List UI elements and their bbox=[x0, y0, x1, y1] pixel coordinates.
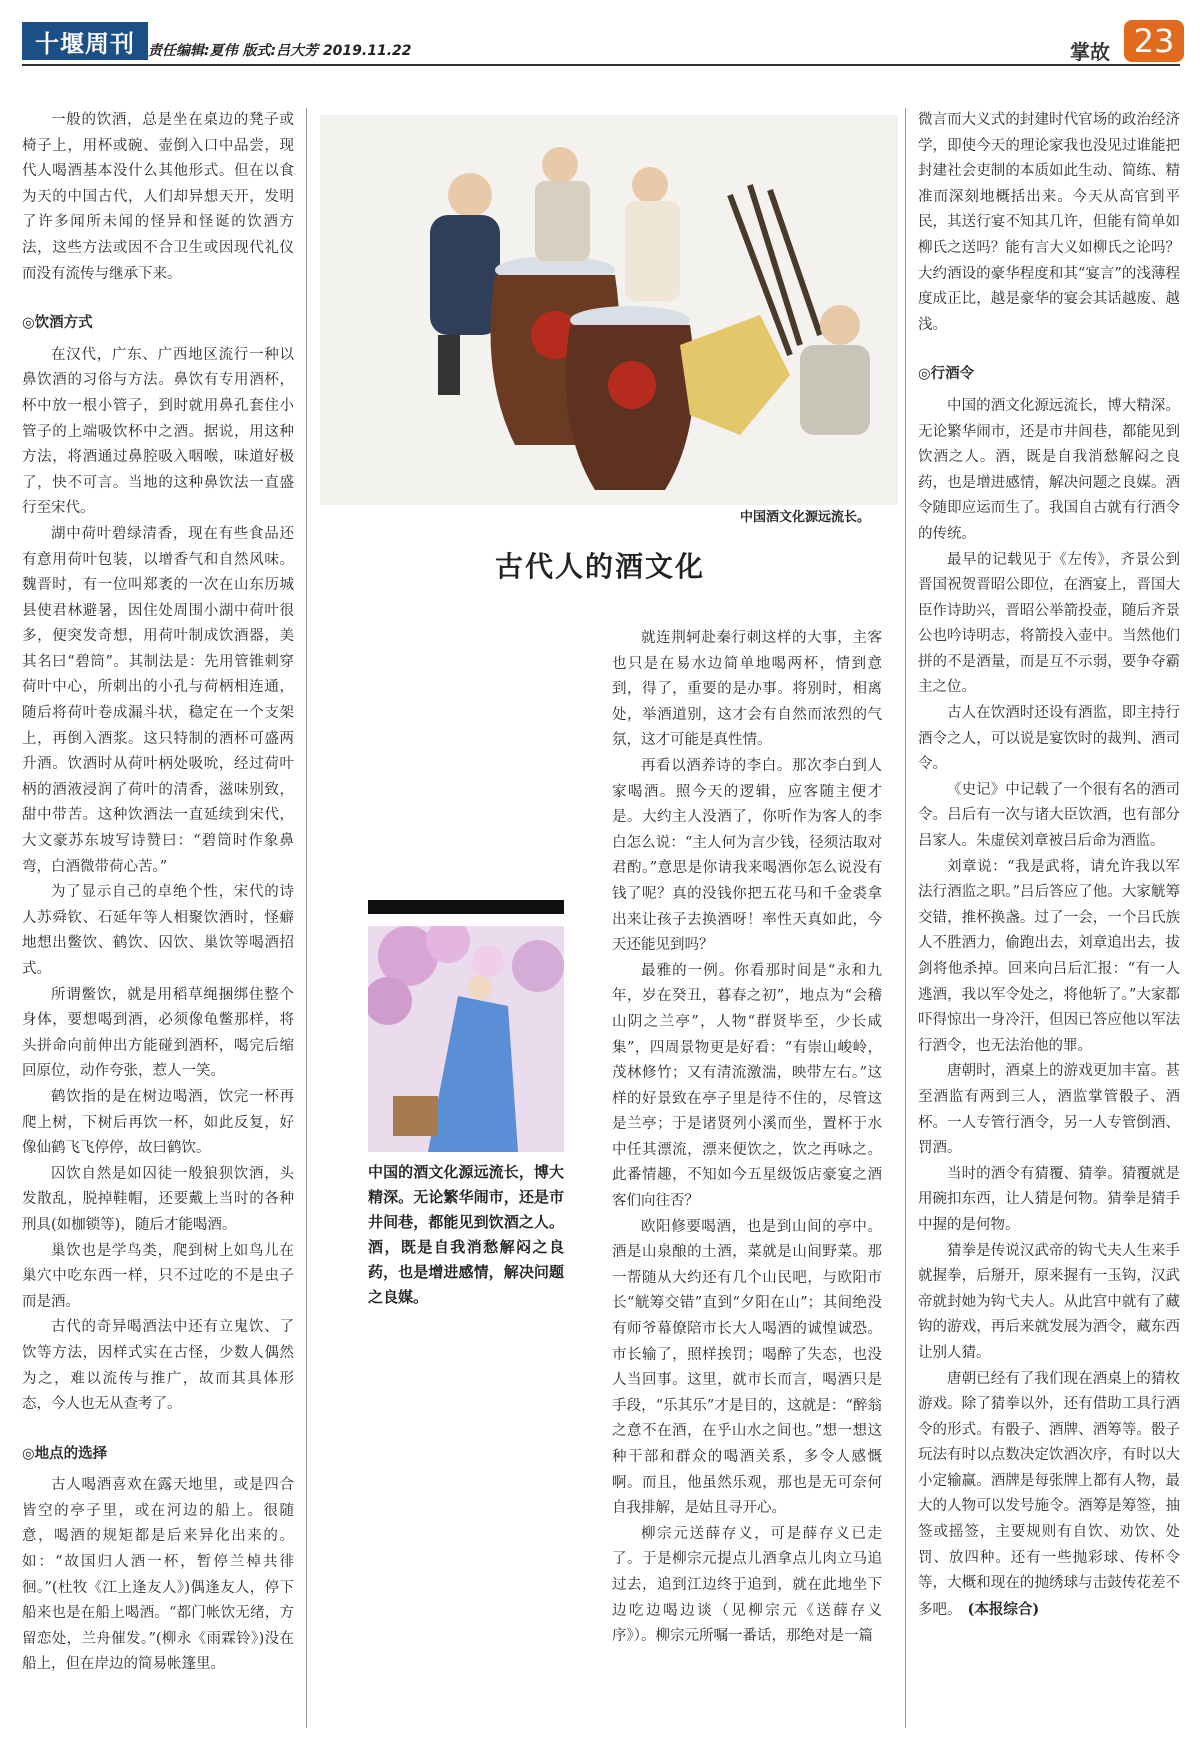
subheading: ◎饮酒方式 bbox=[22, 315, 93, 332]
column-divider bbox=[905, 108, 906, 1728]
paragraph: 囚饮自然是如囚徒一般狼狈饮酒，头发散乱，脱掉鞋帽，还要戴上当时的各种刑具(如枷锁等)，随后才能喝酒。 bbox=[22, 1165, 294, 1233]
paragraph: 柳宗元送薛存义，可是薛存义已走了。于是柳宗元提点儿酒拿点儿肉立马追过去，追到江边终于追到，就在此地坐下边吃边喝边谈（见柳宗元《送薛存义序》）。柳宗元所嘱一番话，那绝对是一篇 bbox=[612, 1525, 882, 1645]
sidebar-bar bbox=[368, 900, 564, 914]
paragraph: 古代的奇异喝酒法中还有立鬼饮、了饮等方法，因样式实在古怪，少数人偶然为之，难以流传与推广，故而其具体形态，今人也无从查考了。 bbox=[22, 1319, 294, 1413]
column-divider bbox=[306, 108, 307, 1728]
editor-credits: 责任编辑:夏伟 版式:吕大芳 2019.11.22 bbox=[148, 43, 412, 59]
header-rule bbox=[22, 64, 1180, 66]
poet-drawing bbox=[368, 926, 564, 1152]
paragraph: 巢饮也是学鸟类，爬到树上如鸟儿在巢穴中吃东西一样，只不过吃的不是虫子而是酒。 bbox=[22, 1242, 294, 1310]
article-headline: 古代人的酒文化 bbox=[494, 550, 705, 583]
paragraph: 当时的酒令有猜覆、猜拳。猜覆就是用碗扣东西，让人猜是何物。猜拳是猜手中握的是何物。 bbox=[918, 1165, 1180, 1233]
paragraph: 最雅的一例。你看那时间是“永和九年，岁在癸丑，暮春之初”，地点为“会稽山阴之兰亭”，人物“群贤毕至，少长咸集”，四周景物更是好看：“有崇山峻岭，茂林修竹；又有清流激湍，映带左右。”这样的好景致在亭子里是待不住的，尽管这是兰亭；于是诸贤列小溪而坐，置杯于水中任其漂流，漂来便饮之，饮之再咏之。此番情趣，不知如今五星级饭店豪宴之酒客们向往否？ bbox=[612, 962, 882, 1210]
subheading: ◎地点的选择 bbox=[22, 1445, 108, 1462]
paragraph: 《史记》中记载了一个很有名的酒司令。吕后有一次与诸大臣饮酒，也有部分吕家人。朱虚侯刘章被吕后命为酒监。 bbox=[918, 781, 1180, 850]
sidebar-caption: 中国的酒文化源远流长，博大精深。无论繁华闹市，还是市井间巷，都能见到饮酒之人。酒，既是自我消愁解闷之良药，也是增进感情，解决问题之良媒。 bbox=[368, 1163, 564, 1306]
wine-jars-drawing bbox=[320, 115, 898, 505]
newspaper-logo: 十堰周刊 bbox=[22, 22, 148, 60]
paragraph: 唐朝时，酒桌上的游戏更加丰富。甚至酒监有两到三人，酒监掌管骰子、酒杯。一人专管行酒令，另一人专管倒酒、罚酒。 bbox=[918, 1063, 1180, 1157]
paragraph: 最早的记载见于《左传》，齐景公到晋国祝贺晋昭公即位，在酒宴上，晋国大臣作诗助兴，晋昭公举箭投壶，随后齐景公也吟诗明志，将箭投入壶中。当然他们拼的不是酒量，而是互不示弱，要争夺霸主之位。 bbox=[918, 551, 1180, 696]
paragraph: 微言而大义式的封建时代官场的政治经济学，即使今天的理论家我也没见过谁能把封建社会吏制的本质如此生动、简练、精准而深刻地概括出来。今天从高官到平民，其送行宴不知其几许，但能有简单如柳氏之送吗？能有言大义如柳氏之论吗？大约酒设的豪华程度和其“宴言”的浅薄程度成正比，越是豪华的宴会其话越废、越浅。 bbox=[918, 112, 1180, 333]
article-column-4 bbox=[918, 108, 1180, 1623]
paragraph: 古人喝酒喜欢在露天地里，或是四合皆空的亭子里，或在河边的船上。很随意，喝酒的规矩都是后来异化出来的。如：“故国归人酒一杯，暂停兰棹共徘徊。”(杜牧《江上逢友人》)偶逢友人，停下船来也是在船上喝酒。“都门帐饮无绪，方留恋处，兰舟催发。”(柳永《雨霖铃》)没在船上，但在岸边的简易帐篷里。 bbox=[22, 1477, 294, 1673]
wine-jars-illustration bbox=[320, 115, 898, 505]
paragraph: 再看以酒养诗的李白。那次李白到人家喝酒。照今天的逻辑，应客随主便才是。大约主人没酒了，你听作为客人的李白怎么说：“主人何为言少钱，径须沽取对君酌。”意思是你请我来喝酒你怎么说没有钱了呢？真的没钱你把五花马和千金裘拿出来让孩子去换酒呀！率性天真如此，今天还能见到吗？ bbox=[612, 757, 882, 954]
paragraph: 所谓鳖饮，就是用稻草绳捆绑住整个身体，要想喝到酒，必须像龟鳖那样，将头拼命向前伸出方能碰到酒杯，喝完后缩回原位，动作夸张，惹人一笑。 bbox=[22, 986, 294, 1080]
subheading: ◎行酒令 bbox=[918, 366, 975, 383]
article-column-1 bbox=[22, 108, 294, 1678]
paragraph: 鹤饮指的是在树边喝酒，饮完一杯再爬上树，下树后再饮一杯，如此反复，好像仙鹤飞飞停停，故曰鹤饮。 bbox=[22, 1088, 294, 1157]
paragraph: 为了显示自己的卓绝个性，宋代的诗人苏舜钦、石延年等人相聚饮酒时，怪癖地想出鳖饮、鹤饮、囚饮、巢饮等喝酒招式。 bbox=[22, 884, 294, 977]
paragraph: 古人在饮酒时还设有酒监，即主持行酒令之人，可以说是宴饮时的裁判、酒司令。 bbox=[918, 705, 1180, 773]
article-signature: (本报综合) bbox=[967, 1600, 1040, 1618]
paragraph bbox=[918, 1367, 1180, 1624]
section-name: 掌故 bbox=[1070, 40, 1110, 64]
paragraph-text: 唐朝已经有了我们现在酒桌上的猜枚游戏。除了猜拳以外，还有借助工具行酒令的形式。有骰子、酒牌、酒筹等。骰子玩法有时以点数决定饮酒次序，有时以大小定输赢。酒牌是每张牌上都有人物，最大的人物可以发号施令。酒筹是筹签，抽签或摇签，主要规则有自饮、劝饮、处罚、放四种。还有一些抛彩球、传杯令等，大概和现在的抛绣球与击鼓传花差不多吧。 bbox=[918, 1370, 1180, 1618]
image-caption: 中国酒文化源远流长。 bbox=[740, 510, 871, 525]
paragraph: 就连荆轲赴秦行刺这样的大事，主客也只是在易水边简单地喝两杯，情到意到，得了，重要的是办事。将别时，相离处，举酒道别，这才会有自然而浓烈的气氛，这才可能是真性情。 bbox=[612, 630, 882, 749]
paragraph: 猜拳是传说汉武帝的钩弋夫人生来手就握拳，后掰开，原来握有一玉钩，汉武帝就封她为钩弋夫人。从此宫中就有了藏钩的游戏，再后来就发展为酒令，藏东西让别人猜。 bbox=[918, 1242, 1180, 1361]
poet-drinking-illustration bbox=[368, 926, 564, 1152]
paragraph: 一般的饮酒，总是坐在桌边的凳子或椅子上，用杯或碗、壶倒入口中品尝，现代人喝酒基本没什么其他形式。但在以食为天的中国古代，人们却异想天开，发明了许多闻所未闻的怪异和怪诞的饮酒方法，这些方法或因不合卫生或因现代礼仪而没有流传与继承下来。 bbox=[22, 112, 294, 282]
page-number-badge: 23 bbox=[1124, 20, 1184, 62]
paragraph: 欧阳修要喝酒，也是到山间的亭中。酒是山泉酿的土酒，菜就是山间野菜。那一帮随从大约还有几个山民吧，与欧阳市长“觥筹交错”直到“夕阳在山”；其间绝没有师爷幕僚陪市长大人喝酒的诚惶诚恐。市长输了，照样挨罚；喝醉了失态，也没人当回事。这里，就市长而言，喝酒只是手段，“乐其乐”才是目的，这就是：“醉翁之意不在酒，在乎山水之间也。”想一想这种干部和群众的喝酒关系，多令人感慨啊。而且，他虽然乐观，那也是无可奈何自我排解，是姑且寻开心。 bbox=[612, 1218, 882, 1517]
paragraph: 中国的酒文化源远流长，博大精深。无论繁华闹市，还是市井闾巷，都能见到饮酒之人。酒，既是自我消愁解闷之良药，也是增进感情，解决问题之良媒。酒令随即应运而生了。我国自古就有行酒令的传统。 bbox=[918, 397, 1180, 542]
article-column-3 bbox=[612, 626, 882, 1650]
paragraph: 湖中荷叶碧绿清香，现在有些食品还有意用荷叶包装，以增香气和自然风味。魏晋时，有一位叫郑袤的一次在山东历城县使君林避暑，因住处周围小湖中荷叶很多，便突发奇想，用荷叶制成饮酒器，美其名曰“碧筒”。其制法是：先用管锥刺穿荷叶中心，所刺出的小孔与荷柄相连通，随后将荷叶卷成漏斗状，稳定在一个支架上，再倒入酒浆。这只特制的酒杯可盛两升酒。饮酒时从荷叶柄处吸吮，经过荷叶柄的酒液浸润了荷叶的清香，滋味别致，甜中带苦。这种饮酒法一直延续到宋代，大文豪苏东坡写诗赞曰：“碧筒时作象鼻弯，白酒微带荷心苦。” bbox=[22, 525, 294, 875]
paragraph: 刘章说：“我是武将，请允许我以军法行酒监之职。”吕后答应了他。大家觥筹交错，推杯换盏。过了一会，一个吕氏族人不胜酒力，偷跑出去，刘章追出去，拔剑将他杀掉。回来向吕后汇报：“有一人逃酒，我以军令处之，将他斩了。”大家都吓得惊出一身冷汗，但因已答应他以军法行酒令，也无法治他的罪。 bbox=[918, 858, 1180, 1054]
paragraph: 在汉代，广东、广西地区流行一种以鼻饮酒的习俗与方法。鼻饮有专用酒杯，杯中放一根小管子，到时就用鼻孔套住小管子的上端吸饮杯中之酒。据说，用这种方法，将酒通过鼻腔吸入咽喉，味道好极了，快不可言。当地的这种鼻饮法一直盛行至宋代。 bbox=[22, 346, 294, 517]
